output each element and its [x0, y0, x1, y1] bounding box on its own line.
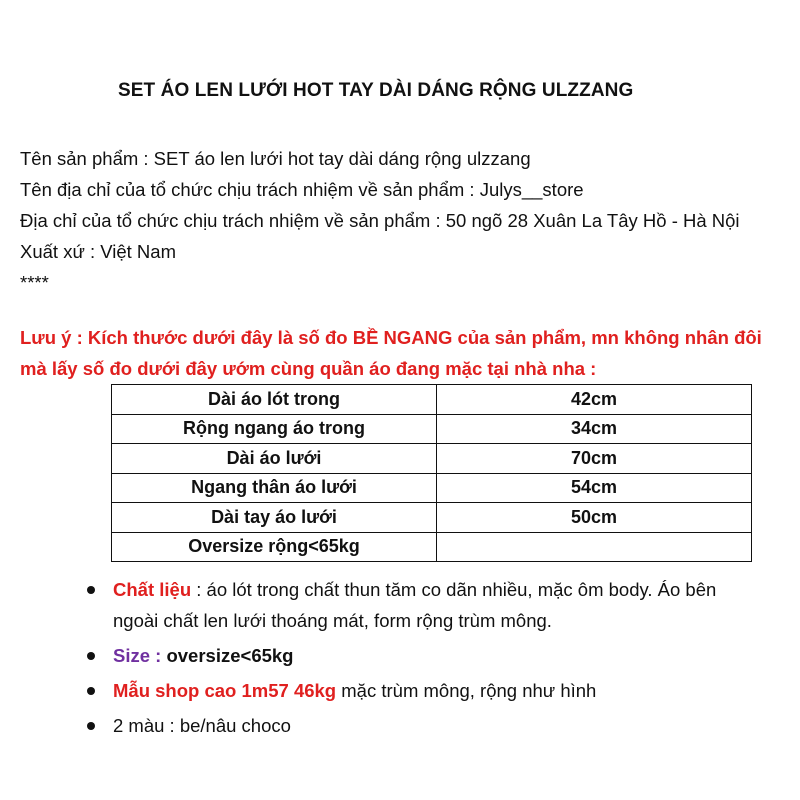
- table-row: [112, 473, 752, 503]
- table-row: [112, 444, 752, 474]
- size-value-cell: 54cm: [437, 473, 752, 503]
- size-label-cell: Dài áo lưới: [112, 444, 437, 474]
- model-text: mặc trùm mông, rộng như hình: [336, 680, 597, 701]
- size-label-cell: Dài tay áo lưới: [112, 503, 437, 533]
- table-row: [112, 532, 752, 562]
- table-row: [112, 503, 752, 533]
- size-label-cell: Oversize rộng<65kg: [112, 532, 437, 562]
- org-name-line: Tên địa chỉ của tổ chức chịu trách nhiệm về sản phẩm : Julys__store: [20, 179, 584, 200]
- size-table: [111, 384, 752, 562]
- colors-text: 2 màu : be/nâu choco: [113, 715, 291, 736]
- org-address-line: Địa chỉ của tổ chức chịu trách nhiệm về sản phẩm : 50 ngõ 28 Xuân La Tây Hồ - Hà Nội: [20, 210, 740, 231]
- size-text: oversize<65kg: [161, 645, 294, 666]
- list-item-model: [85, 675, 765, 706]
- size-note: Lưu ý : Kích thước dưới đây là số đo BỀ NGANG của sản phẩm, mn không nhân đôi mà lấy số đo dưới đây ướm cùng quần áo đang mặc tại nhà nha :: [20, 327, 762, 379]
- material-label: Chất liệu: [113, 579, 192, 600]
- product-title: SET ÁO LEN LƯỚI HOT TAY DÀI DÁNG RỘNG ULZZANG: [118, 80, 634, 101]
- product-name-line: Tên sản phẩm : SET áo len lưới hot tay dài dáng rộng ulzzang: [20, 148, 531, 169]
- list-item-size: [85, 640, 765, 671]
- product-info: [20, 143, 760, 298]
- table-row: [112, 414, 752, 444]
- size-label-cell: Dài áo lót trong: [112, 385, 437, 415]
- list-item-colors: [85, 710, 765, 741]
- model-label: Mẫu shop cao 1m57 46kg: [113, 680, 337, 701]
- size-value-cell: [437, 532, 752, 562]
- size-label: Size :: [113, 645, 162, 666]
- material-text: : áo lót trong chất thun tăm co dãn nhiều, mặc ôm body. Áo bên ngoài chất len lưới thoáng mát, form rộng trùm mông.: [113, 579, 717, 631]
- size-label-cell: Ngang thân áo lưới: [112, 473, 437, 503]
- separator-line: ****: [20, 272, 49, 293]
- size-label-cell: Rộng ngang áo trong: [112, 414, 437, 444]
- size-value-cell: 70cm: [437, 444, 752, 474]
- size-value-cell: 34cm: [437, 414, 752, 444]
- origin-line: Xuất xứ : Việt Nam: [20, 241, 176, 262]
- size-value-cell: 50cm: [437, 503, 752, 533]
- feature-list: [85, 574, 765, 745]
- list-item-material: [85, 574, 765, 636]
- size-value-cell: 42cm: [437, 385, 752, 415]
- table-row: [112, 385, 752, 415]
